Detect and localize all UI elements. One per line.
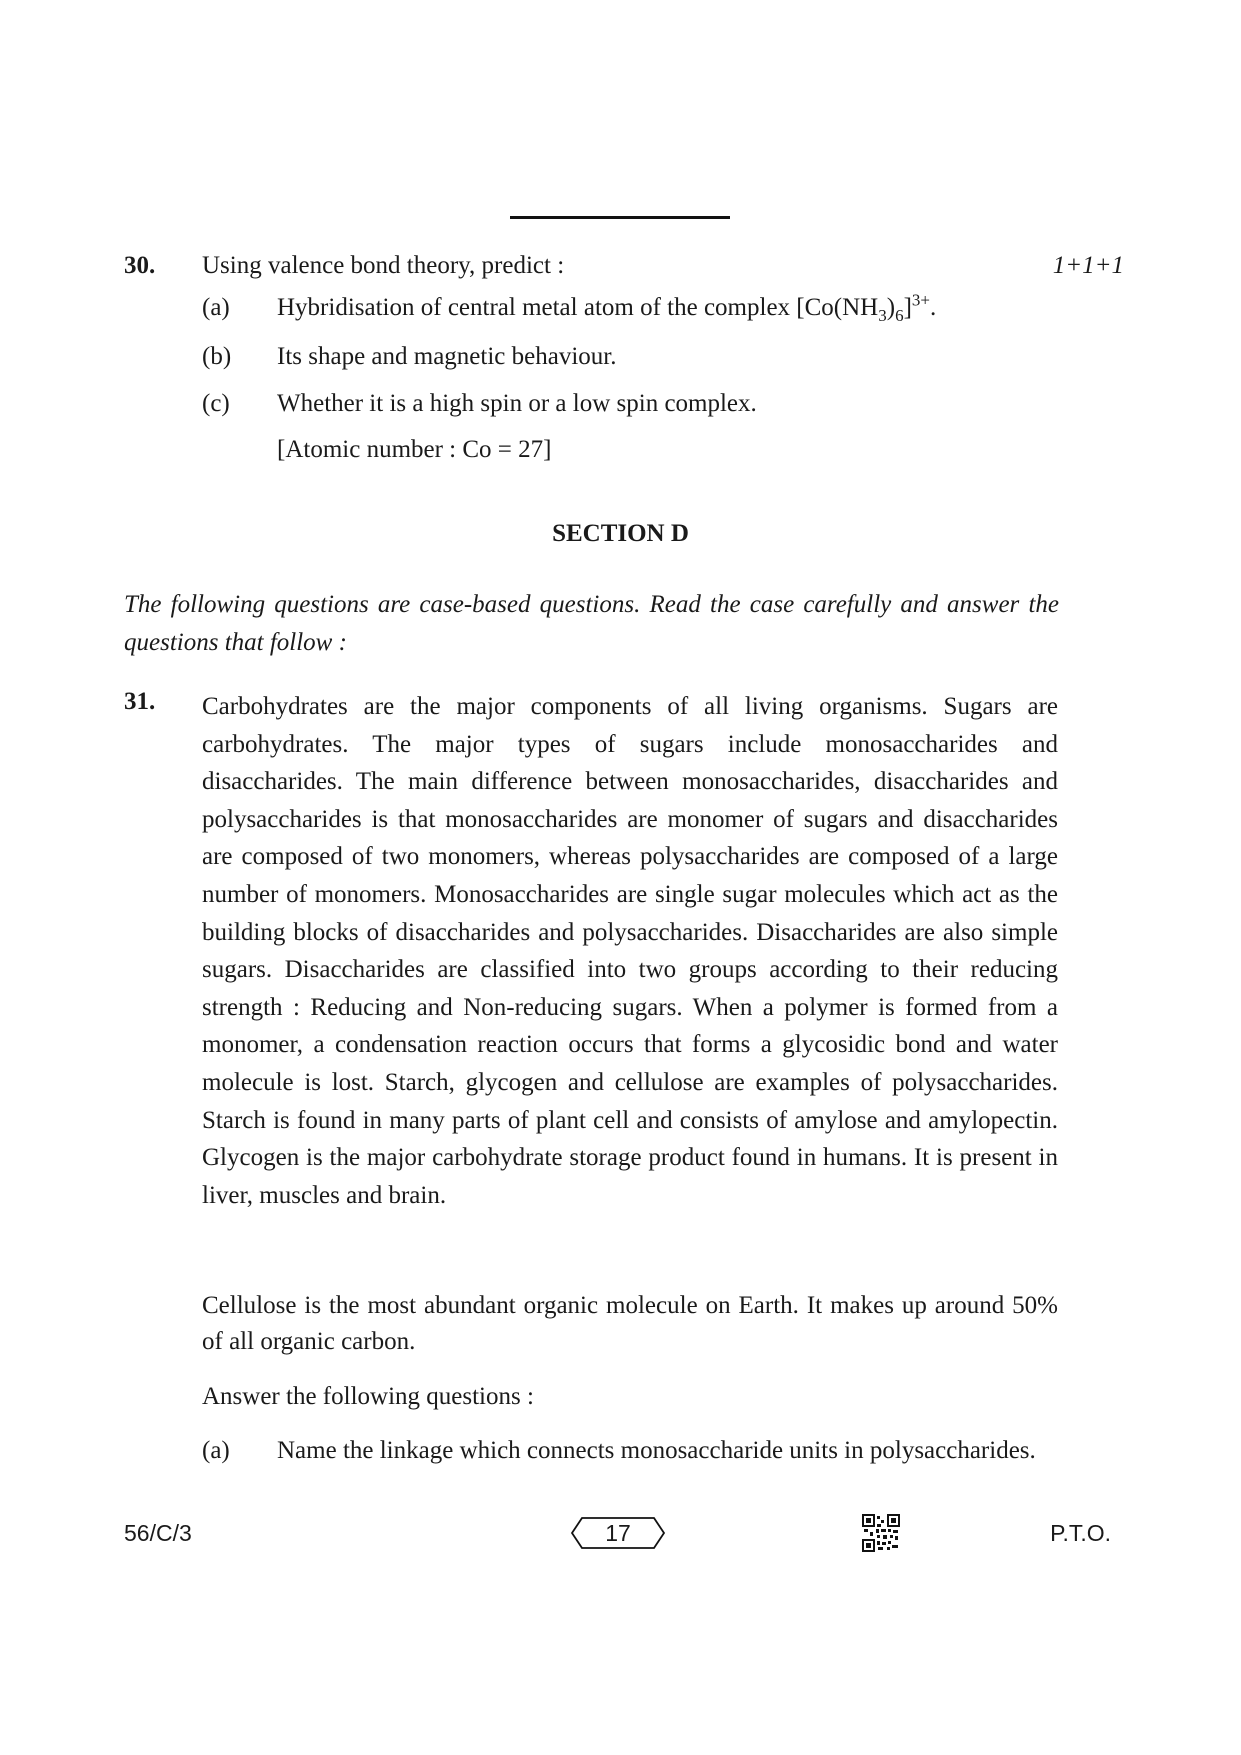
page-footer	[0, 1520, 1241, 1564]
sub-text: Whether it is a high spin or a low spin complex.	[277, 390, 757, 417]
case-paragraph-1: Carbohydrates are the major components of all living organisms. Sugars are carbohydrates. The major types of sugars include monosaccharides and disaccharides. The main difference between monosaccharides, disaccharides and polysaccharides is that monosaccharides are monomer of sugars and disaccharides are composed of two monomers, whereas polysaccharides are composed of a large number of monomers. Monosaccharides are single sugar molecules which act as the building blocks of disaccharides and polysaccharides. Disaccharides are also simple sugars. Disaccharides are classified into two groups according to their reducing strength : Reducing and Non-reducing sugars. When a polymer is formed from a monomer, a condensation reaction occurs that forms a glycosidic bond and water molecule is lost. Starch, glycogen and cellulose are examples of polysaccharides. Starch is found in many parts of plant cell and consists of amylose and amylopectin. Glycogen is the major carbohydrate storage product found in humans. It is present in liver, muscles and brain.	[202, 693, 1058, 1209]
sub-text: Name the linkage which connects monosaccharide units in polysaccharides.	[277, 1437, 1036, 1464]
top-divider	[510, 216, 730, 219]
atomic-number-note: [Atomic number : Co = 27]	[277, 436, 552, 463]
question-number: 30.	[124, 252, 156, 279]
qr-code-icon	[862, 1514, 900, 1552]
sub-label: (a)	[202, 294, 230, 321]
sub-label: (a)	[202, 1437, 230, 1464]
question-number: 31.	[124, 688, 156, 715]
section-instructions: The following questions are case-based questions. Read the case carefully and answer the questions that follow :	[124, 591, 1059, 656]
case-paragraph-2: Cellulose is the most abundant organic molecule on Earth. It makes up around 50% of all organic carbon.	[202, 1292, 1058, 1355]
paper-code: 56/C/3	[124, 1520, 192, 1546]
marks: 1+1+1	[1052, 252, 1124, 279]
sub-label: (b)	[202, 343, 232, 370]
question-stem: Using valence bond theory, predict :	[202, 252, 565, 279]
sub-text: Hybridisation of central metal atom of the complex $[Co(NH_3)_6]^{3+}$.	[277, 290, 937, 325]
please-turn-over: P.T.O.	[1050, 1520, 1111, 1546]
page-number: 17	[605, 1520, 631, 1546]
sub-text: Its shape and magnetic behaviour.	[277, 343, 617, 370]
answer-prompt: Answer the following questions :	[202, 1383, 534, 1410]
section-heading: SECTION D	[552, 520, 689, 547]
sub-label: (c)	[202, 390, 230, 417]
page-number-badge	[570, 1516, 666, 1550]
